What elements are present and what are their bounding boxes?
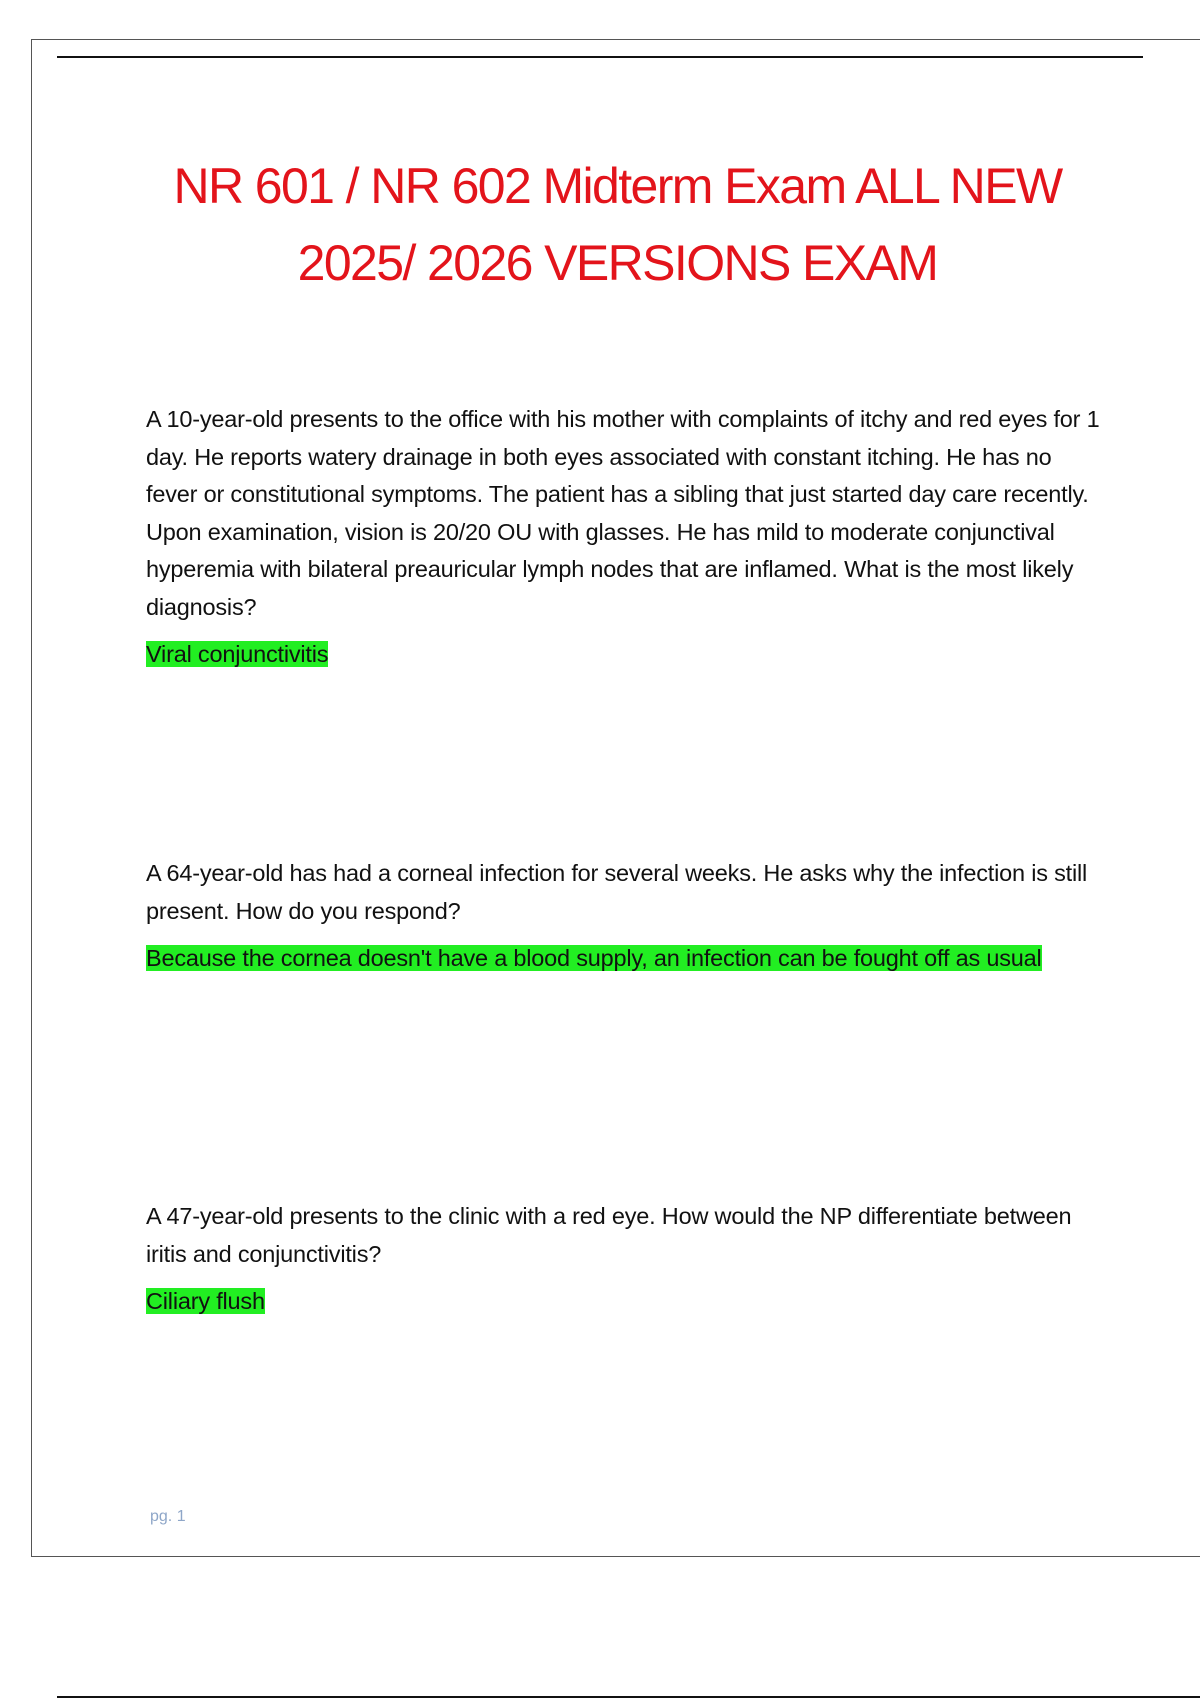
question-text: A 64-year-old has had a corneal infection for several weeks. He asks why the infection is still present. How do you respond? bbox=[146, 860, 1088, 924]
answer-text bbox=[146, 636, 1106, 674]
page-number: pg. 1 bbox=[150, 1508, 186, 1525]
next-page-rule bbox=[57, 1696, 1200, 1698]
answer-highlight: Ciliary flush bbox=[146, 1288, 265, 1314]
answer-highlight: Because the cornea doesn't have a blood supply, an infection can be fought off as usual bbox=[146, 945, 1042, 971]
document-title bbox=[60, 148, 1175, 302]
answer-text bbox=[146, 940, 1106, 978]
answer-highlight: Viral conjunctivitis bbox=[146, 641, 329, 667]
title-line-2: 2025/ 2026 VERSIONS EXAM bbox=[297, 235, 938, 291]
answer-text bbox=[146, 1283, 1106, 1321]
title-line-1: NR 601 / NR 602 Midterm Exam ALL NEW bbox=[173, 158, 1062, 214]
header-rule bbox=[57, 56, 1143, 58]
question-block-1 bbox=[146, 401, 1106, 674]
question-block-3 bbox=[146, 1198, 1106, 1321]
question-text: A 10-year-old presents to the office with his mother with complaints of itchy and red eyes for 1 day. He reports watery drainage in both eyes associated with constant itching. He has no fever or constitutional symptoms. The patient has a sibling that just started day care recently. Upon examination, vision is 20/20 OU with glasses. He has mild to moderate conjunctival hyperemia with bilateral preauricular lymph nodes that are inflamed. What is the most likely diagnosis? bbox=[146, 406, 1100, 620]
question-text: A 47-year-old presents to the clinic with a red eye. How would the NP differentiate between iritis and conjunctivitis? bbox=[146, 1203, 1072, 1267]
question-block-2 bbox=[146, 855, 1106, 978]
